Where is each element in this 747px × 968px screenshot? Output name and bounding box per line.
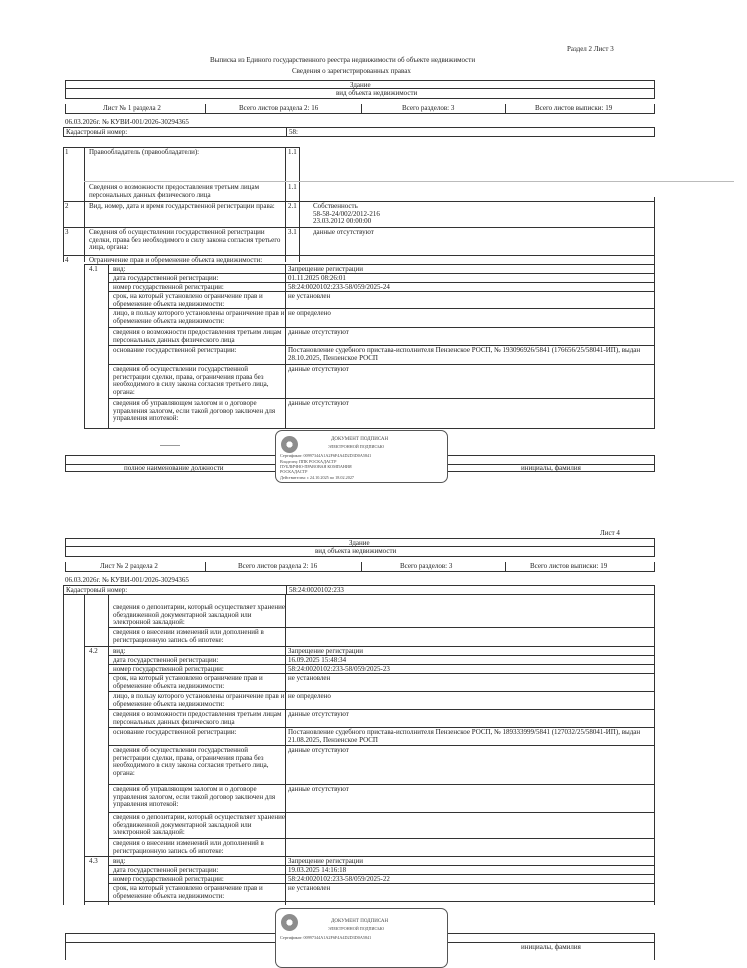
- sheets-in-section: Всего листов раздела 2: 16: [238, 562, 318, 570]
- emblem-icon: [281, 436, 298, 453]
- initials-caption: инициалы, фамилия: [521, 943, 581, 951]
- row-value: Собственность 58-58-24/002/2012-216 23.03.2012 00:00:00: [313, 202, 380, 226]
- cadastral-row: [63, 127, 655, 137]
- sheet-counter-row: [65, 562, 655, 572]
- enc-value: не установлен: [288, 674, 331, 682]
- sheets-in-section: Всего листов раздела 2: 16: [239, 104, 319, 112]
- row-value: данные отсутствуют: [313, 228, 374, 236]
- row-num: 3: [65, 228, 69, 236]
- enc-value: данные отсутствуют: [288, 399, 349, 407]
- enc-value: данные отсутствуют: [288, 785, 349, 793]
- enc-label: срок, на который установлено ограничение прав и обременение объекта недвижимости:: [113, 674, 263, 690]
- rights-table: [63, 147, 655, 429]
- enc-label: сведения об осуществлении государственной регистрации сделки, права, ограничения права без необходимого в силу закона согласия третьего лица, органа:: [113, 746, 269, 777]
- row-num: 2: [65, 202, 69, 210]
- row-code: 1.1: [288, 148, 297, 156]
- initials-caption: инициалы, фамилия: [521, 464, 581, 472]
- enc-label: номер государственной регистрации:: [113, 283, 224, 291]
- section-page-label: Раздел 2 Лист 3: [567, 45, 614, 53]
- sheets-total: Всего листов выписки: 19: [530, 562, 608, 570]
- cadastral-label: Кадастровый номер:: [66, 586, 128, 594]
- stamp-title: ДОКУМЕНТ ПОДПИСАН: [331, 437, 389, 442]
- row-label: Сведения о возможности предоставления третьим лицам персональных данных физического лица: [89, 183, 260, 199]
- enc-value: данные отсутствуют: [288, 328, 349, 336]
- enc-label: основание государственной регистрации:: [113, 728, 237, 736]
- enc-value: 58:24:0020102:233-58/059/2025-23: [288, 665, 390, 673]
- enc-value: 01.11.2025 08:26:01: [288, 274, 346, 282]
- enc-value: данные отсутствуют: [288, 710, 349, 718]
- enc-label: сведения об управляющем залогом и о договоре управления залогом, если такой договор заключен для управления ипотекой:: [113, 399, 276, 423]
- cadastral-value: 58:24:0020102:233: [289, 586, 344, 594]
- document-title: Выписка из Единого государственного реестра недвижимости об объекте недвижимости: [210, 56, 476, 64]
- e-signature-stamp: [275, 430, 448, 483]
- enc-label: основание государственной регистрации:: [113, 346, 237, 354]
- object-type-caption: вид объекта недвижимости: [336, 89, 418, 97]
- object-type: Здание: [349, 539, 370, 547]
- enc-value: не установлен: [288, 884, 331, 892]
- enc-label: срок, на который установлено ограничение прав и обременение объекта недвижимости:: [113, 884, 263, 900]
- enc-label: лицо, в пользу которого установлены ограничение прав и обременение объекта недвижимости:: [113, 692, 285, 708]
- emblem-icon: [281, 914, 298, 931]
- section-page-label: Лист 4: [600, 529, 620, 537]
- stamp-owner: Владелец: ППК РОСКАДАСТР: [280, 459, 337, 464]
- enc-value: Запрещение регистрации: [288, 647, 364, 655]
- cadastral-label: Кадастровый номер:: [66, 128, 128, 136]
- sections-total: Всего разделов: 3: [402, 104, 455, 112]
- enc-label: сведения о депозитарии, который осуществляет хранение обездвиженной документарной закладной или электронной закладной:: [113, 813, 285, 837]
- cadastral-row: [63, 585, 655, 595]
- stamp-owner-3: РОСКАДАСТР: [280, 469, 308, 474]
- stamp-validity: Действителен: с 24.10.2025 по 18.02.2027: [280, 475, 355, 480]
- object-type-caption-box: [65, 89, 655, 99]
- encumbrance-table-continued: [63, 595, 655, 905]
- enc-label: срок, на который установлено ограничение прав и обременение объекта недвижимости:: [113, 292, 263, 308]
- sheets-total: Всего листов выписки: 19: [535, 104, 613, 112]
- stamp-cert: Сертификат: 00997344A1A2F6F4A4D2D3D0A5841: [280, 453, 372, 458]
- sections-total: Всего разделов: 3: [400, 562, 453, 570]
- sheet-number: Лист № 2 раздела 2: [100, 562, 158, 570]
- row-label: Правообладатель (правообладатели):: [89, 148, 200, 156]
- enc-label: вид:: [113, 857, 126, 865]
- row-code: 3.1: [288, 228, 297, 236]
- encumbrance-code: 4.3: [89, 857, 98, 865]
- sheet-number: Лист № 1 раздела 2: [103, 104, 161, 112]
- encumbrance-code: 4.1: [89, 265, 98, 273]
- enc-label: сведения об осуществлении государственной регистрации сделки, права, ограничения права без необходимого в силу закона согласия третьего лица, органа:: [113, 365, 269, 396]
- cadastral-value: 58:: [289, 128, 298, 136]
- enc-value: не определено: [288, 309, 331, 317]
- enc-label: дата государственной регистрации:: [113, 274, 219, 282]
- enc-label: вид:: [113, 647, 126, 655]
- enc-value: 58:24:0020102:233-58/059/2025-22: [288, 875, 390, 883]
- stamp-title: ДОКУМЕНТ ПОДПИСАН: [331, 919, 389, 924]
- position-caption: полное наименование должности: [124, 464, 224, 472]
- enc-value: 19.03.2025 14:16:18: [288, 866, 347, 874]
- stamp-subtitle: ЭЛЕКТРОННОЙ ПОДПИСЬЮ: [328, 926, 385, 931]
- enc-value: не установлен: [288, 292, 331, 300]
- enc-value: 58:24:0020102:233-58/059/2025-24: [288, 283, 390, 291]
- kuvi-number: 06.03.2026г. № КУВИ-001/2026-30294365: [65, 118, 189, 126]
- enc-label: сведения об управляющем залогом и о договоре управления залогом, если такой договор заключен для управления ипотекой:: [113, 785, 276, 809]
- enc-label: дата государственной регистрации:: [113, 656, 219, 664]
- object-type-box: [65, 538, 655, 547]
- row-num: 1: [65, 148, 69, 156]
- enc-value: данные отсутствуют: [288, 365, 349, 373]
- enc-label: номер государственной регистрации:: [113, 875, 224, 883]
- row-label: Ограничение прав и обременение объекта недвижимости:: [89, 256, 263, 264]
- enc-label: вид:: [113, 265, 126, 273]
- row-code: 1.1: [288, 183, 297, 191]
- row-num: 4: [65, 256, 69, 264]
- enc-label: лицо, в пользу которого установлены ограничение прав и обременение объекта недвижимости:: [113, 309, 285, 325]
- enc-label: номер государственной регистрации:: [113, 665, 224, 673]
- object-type-caption: вид объекта недвижимости: [315, 547, 397, 555]
- e-signature-stamp: [275, 908, 448, 968]
- object-type: Здание: [350, 81, 371, 89]
- stamp-owner-2: ПУБЛИЧНО-ПРАВОВАЯ КОМПАНИЯ: [280, 464, 352, 469]
- enc-value: 16.09.2025 15:48:34: [288, 656, 347, 664]
- kuvi-number: 06.03.2026г. № КУВИ-001/2026-30294365: [65, 576, 189, 584]
- cont-label: сведения о внесении изменений или дополнений в регистрационную запись об ипотеке:: [113, 628, 264, 644]
- enc-label: сведения о внесении изменений или дополнений в регистрационную запись об ипотеке:: [113, 839, 264, 855]
- object-type-caption-box: [65, 547, 655, 557]
- encumbrance-code: 4.2: [89, 647, 98, 655]
- row-code: 2.1: [288, 202, 297, 210]
- enc-value: Постановление судебного пристава-исполнителя Пензенское РОСП, № 193096926/5841 (176656/25/58041-ИП), выдан 28.10.2025, Пензенское РОСП: [288, 346, 641, 362]
- enc-value: Запрещение регистрации: [288, 857, 364, 865]
- stamp-subtitle: ЭЛЕКТРОННОЙ ПОДПИСЬЮ: [328, 444, 385, 449]
- object-type-box: [65, 80, 655, 89]
- enc-label: сведения о возможности предоставления третьим лицам персональных данных физического лица: [113, 710, 282, 726]
- sheet-counter-row: [65, 104, 655, 114]
- row-label: Вид, номер, дата и время государственной регистрации права:: [89, 202, 275, 210]
- stamp-cert: Сертификат: 00997344A1A2F6F4A4D2D3D0A5841: [280, 935, 372, 940]
- enc-value: данные отсутствуют: [288, 746, 349, 754]
- enc-value: Запрещение регистрации: [288, 265, 364, 273]
- cont-label: сведения о депозитарии, который осуществляет хранение обездвиженной документарной закладной или электронной закладной:: [113, 603, 285, 627]
- enc-label: сведения о возможности предоставления третьим лицам персональных данных физического лица: [113, 328, 282, 344]
- enc-label: дата государственной регистрации:: [113, 866, 219, 874]
- document-subtitle: Сведения о зарегистрированных правах: [292, 67, 411, 75]
- row-label: Сведения об осуществлении государственной регистрации сделки, права без необходимого в силу закона согласия третьего лица, органа:: [89, 228, 281, 252]
- enc-value: Постановление судебного пристава-исполнителя Пензенское РОСП, № 189333999/5841 (127032/25/58041-ИП), выдан 21.08.2025, Пензенское РОСП: [288, 728, 641, 744]
- enc-value: не определено: [288, 692, 331, 700]
